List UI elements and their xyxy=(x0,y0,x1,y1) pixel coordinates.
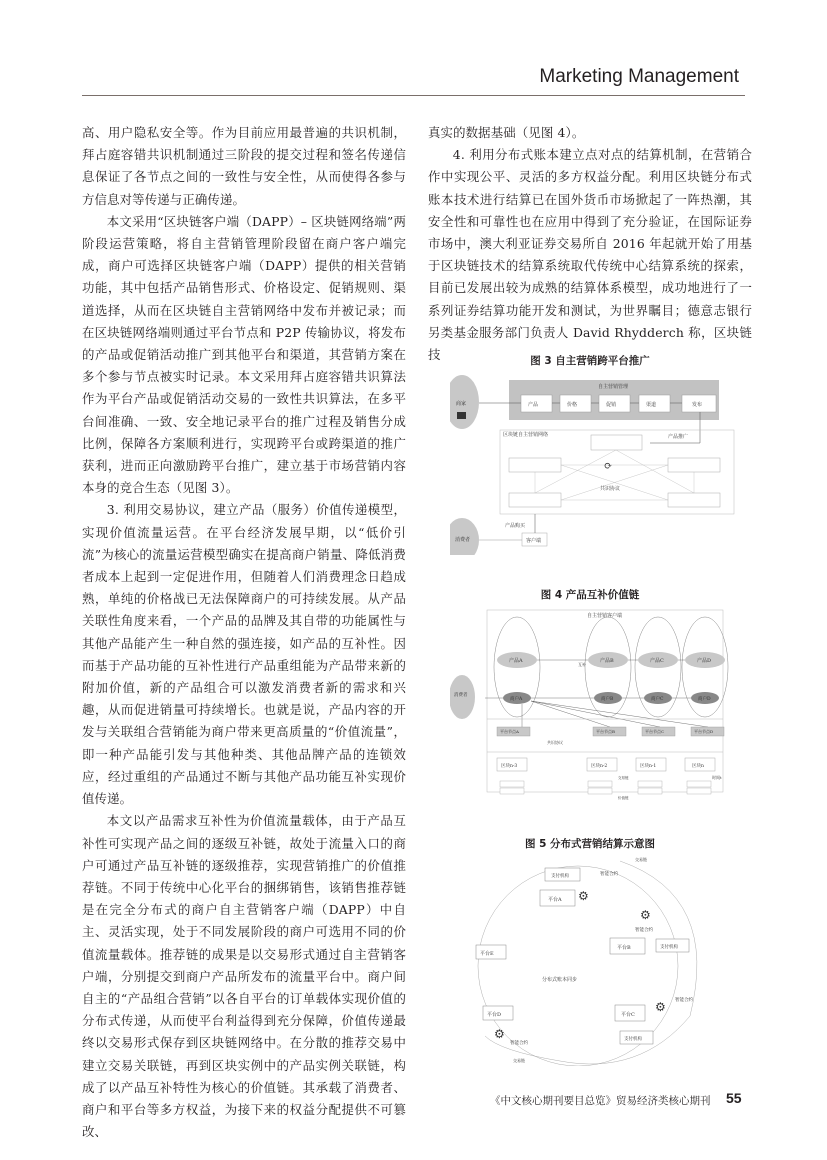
svg-text:产品C: 产品C xyxy=(650,658,664,664)
svg-text:产品A: 产品A xyxy=(509,658,523,664)
svg-text:支付机构: 支付机构 xyxy=(660,945,678,950)
figure-4 xyxy=(450,609,740,814)
consumer-label: 消费者 xyxy=(455,537,471,543)
svg-text:支付机构: 支付机构 xyxy=(624,1037,642,1042)
svg-text:交易链: 交易链 xyxy=(618,776,629,780)
svg-text:平台节点B: 平台节点B xyxy=(596,729,615,734)
sync-icon: ⟳ xyxy=(604,461,613,472)
svg-text:平台A: 平台A xyxy=(548,897,562,903)
promo-label: 产品推广 xyxy=(668,434,689,440)
svg-text:交易链: 交易链 xyxy=(635,857,647,862)
store-icon xyxy=(457,412,466,419)
svg-text:时间t: 时间t xyxy=(712,775,722,780)
svg-text:客户端: 客户端 xyxy=(526,538,542,544)
svg-text:商户B: 商户B xyxy=(601,697,614,702)
figure-5 xyxy=(460,856,730,1066)
svg-text:平台节点A: 平台节点A xyxy=(500,729,519,734)
gear-icon: ⚙ xyxy=(578,889,589,903)
svg-text:交易链: 交易链 xyxy=(513,1058,525,1063)
merchant-label: 商家 xyxy=(456,401,467,407)
svg-text:平台节点D: 平台节点D xyxy=(694,729,714,734)
platform-boxes xyxy=(509,435,720,507)
paragraph: 3. 利用交易协议，建立产品（服务）价值传递模型，实现价值流量运营。在平台经济发展早期，以“低价引流”为核心的流量运营模型确实在提高商户销量、降低消费者成本上起到一定促进作用，但随着人们消费理念日趋成熟，单纯的价格战已无法保障商户的可持续发展。从产品关联性角度来看，一个产品的品牌及其自带的功能属性与其他产品能产生一种自然的强连接，如产品的互补性。因而基于产品功能的互补性进行产品重组能为产品带来新的附加价值，新的产品组合可以激发消费者新的需求和兴趣，从而促进销量可持续增长。也就是说，产品内容的开发与关联组合营销能为商户带来更高质量的“价值流量”，即一种产品能引发与其他种类、其他品牌产品的连锁效应，经过重组的产品通过不断与其他产品功能互补实现价值传递。 xyxy=(82,502,406,807)
svg-text:商户A: 商户A xyxy=(510,697,523,702)
svg-text:发布: 发布 xyxy=(692,402,703,408)
tx-chain-arc xyxy=(485,861,697,1064)
svg-text:区块n: 区块n xyxy=(692,764,704,769)
svg-text:智能合约: 智能合约 xyxy=(510,1041,528,1046)
svg-text:智能合约: 智能合约 xyxy=(600,872,618,877)
svg-text:支付机构: 支付机构 xyxy=(551,874,569,879)
svg-text:自主营销客户端: 自主营销客户端 xyxy=(587,613,623,619)
svg-text:商户D: 商户D xyxy=(698,697,711,702)
paragraph: 本文采用“区块链客户端（DAPP）– 区块链网络端”两阶段运营策略，将自主营销管理阶段留在商户客户端完成，商户可选择区块链客户端（DAPP）提供的相关营销功能，其中包括产品销售形式、价格设定、促销规则、渠道选择，从而在区块链自主营销网络中发布并被记录；而在区块链网络端则通过平台节点和 P2P 传输协议，将发布的产品或促销活动推广到其他平台和渠道，其营销方案在多个参与节点被实时记录。本文采用拜占庭容错共识算法作为平台产品或促销活动交易的一致性共识算法，在多平台间准确、一致、安全地记录平台的推广过程及销售分成比例，保障各方案顺利进行，实现跨平台或跨渠道的推广获利，进而正向激励跨平台推广，建立基于市场营销内容本身的竞合生态（见图 3）。 xyxy=(82,213,406,496)
purchase-label: 产品购买 xyxy=(505,523,526,529)
svg-text:平台E: 平台E xyxy=(480,951,494,957)
svg-text:价值链: 价值链 xyxy=(618,796,629,800)
figure-4-caption: 图 4 产品互补价值链 xyxy=(540,589,640,601)
svg-text:平台节点C: 平台节点C xyxy=(645,729,665,734)
paragraph: 真实的数据基础（见图 4）。 xyxy=(428,125,585,140)
svg-text:促销: 促销 xyxy=(606,402,617,408)
platform-boxes xyxy=(476,890,645,1021)
gear-icon: ⚙ xyxy=(640,908,651,922)
footer-journal: 《中文核心期刊要目总览》贸易经济类核心期刊 xyxy=(490,1095,711,1107)
svg-text:平台B: 平台B xyxy=(617,945,631,951)
svg-text:区块n-3: 区块n-3 xyxy=(501,764,518,769)
svg-text:渠道: 渠道 xyxy=(646,402,657,408)
svg-text:产品: 产品 xyxy=(528,402,539,408)
step-boxes xyxy=(521,395,716,412)
svg-text:智能合约: 智能合约 xyxy=(675,998,693,1003)
header-rule xyxy=(82,95,745,96)
right-column xyxy=(428,122,752,366)
svg-text:产品B: 产品B xyxy=(600,658,614,664)
svg-text:区块n-2: 区块n-2 xyxy=(591,764,608,769)
gear-icon: ⚙ xyxy=(494,1027,505,1041)
mgmt-title: 自主营销管理 xyxy=(598,384,629,390)
journal-section-title: Marketing Management xyxy=(539,66,739,87)
paragraph: 高、用户隐私安全等。作为目前应用最普遍的共识机制，拜占庭容错共识机制通过三阶段的提交过程和签名传递信息保证了各节点之间的一致性与安全性，从而使得各参与方信息对等传递与正确传递。 xyxy=(82,125,406,207)
figure-5-caption: 图 5 分布式营销结算示意图 xyxy=(524,838,656,850)
figure-3 xyxy=(450,375,740,555)
network-title: 区块链自主营销网络 xyxy=(503,432,549,438)
svg-text:平台D: 平台D xyxy=(487,1012,502,1018)
figure-3-caption: 图 3 自主营销跨平台推广 xyxy=(530,355,650,367)
svg-text:互补: 互补 xyxy=(578,662,586,667)
svg-text:平台C: 平台C xyxy=(621,1012,635,1018)
paragraph: 4. 利用分布式账本建立点对点的结算机制，在营销合作中实现公平、灵活的多方权益分配。利用区块链分布式账本技术进行结算已在国外货币市场掀起了一阵热潮，其安全性和可靠性也在应用中得到了充分验证，在国际证券市场中，澳大利亚证券交易所自 2016 年起就开始了用基于区块链技术的结算系统取代传统中心结算系统的探索，目前已发展出较为成熟的结算体系模型，成功地进行了一系列证券结算功能开发和测试，为世界瞩目；德意志银行另类基金服务部门负责人 David Rhydderch 称，区块链技 xyxy=(428,147,752,363)
page-number: 55 xyxy=(726,1090,742,1106)
gear-icon: ⚙ xyxy=(655,1000,666,1014)
svg-text:消费者: 消费者 xyxy=(454,693,468,698)
left-column xyxy=(82,122,406,1143)
svg-text:区块n-1: 区块n-1 xyxy=(640,764,657,769)
svg-text:智能合约: 智能合约 xyxy=(635,928,653,933)
svg-text:产品D: 产品D xyxy=(697,658,712,664)
consensus-label: 共识协议 xyxy=(600,486,621,492)
svg-text:价格: 价格 xyxy=(567,402,578,408)
paragraph: 本文以产品需求互补性为价值流量载体，由于产品互补性可实现产品之间的逐级互补链，故处于流量入口的商户可通过产品互补链的逐级推荐，实现营销推广的价值推荐链。不同于传统中心化平台的捆绑销售，该销售推荐链是在完全分布式的商户自主营销客户端（DAPP）中自主、灵活实现，处于不同发展阶段的商户可选用不同的价值流量载体。推荐链的成果是以交易形式通过自主营销客户端，分别提交到商户产品所发布的流量平台中。商户间自主的“产品组合营销”以各自平台的订单载体实现价值的分布式传递，从而使平台利益得到充分保障，价值传递最终以交易形式保存到区块链网络中。在分散的推荐交易中建立交易关联链，再到区块实例中的产品实例关联链，构成了以产品互补特性为核心的价值链。其承载了消费者、商户和平台等多方权益，为接下来的权益分配提供不可篡改、 xyxy=(82,813,406,1140)
svg-text:共识协议: 共识协议 xyxy=(547,740,563,745)
svg-text:商户C: 商户C xyxy=(651,697,664,702)
sync-label: 分布式账本同步 xyxy=(542,977,578,983)
